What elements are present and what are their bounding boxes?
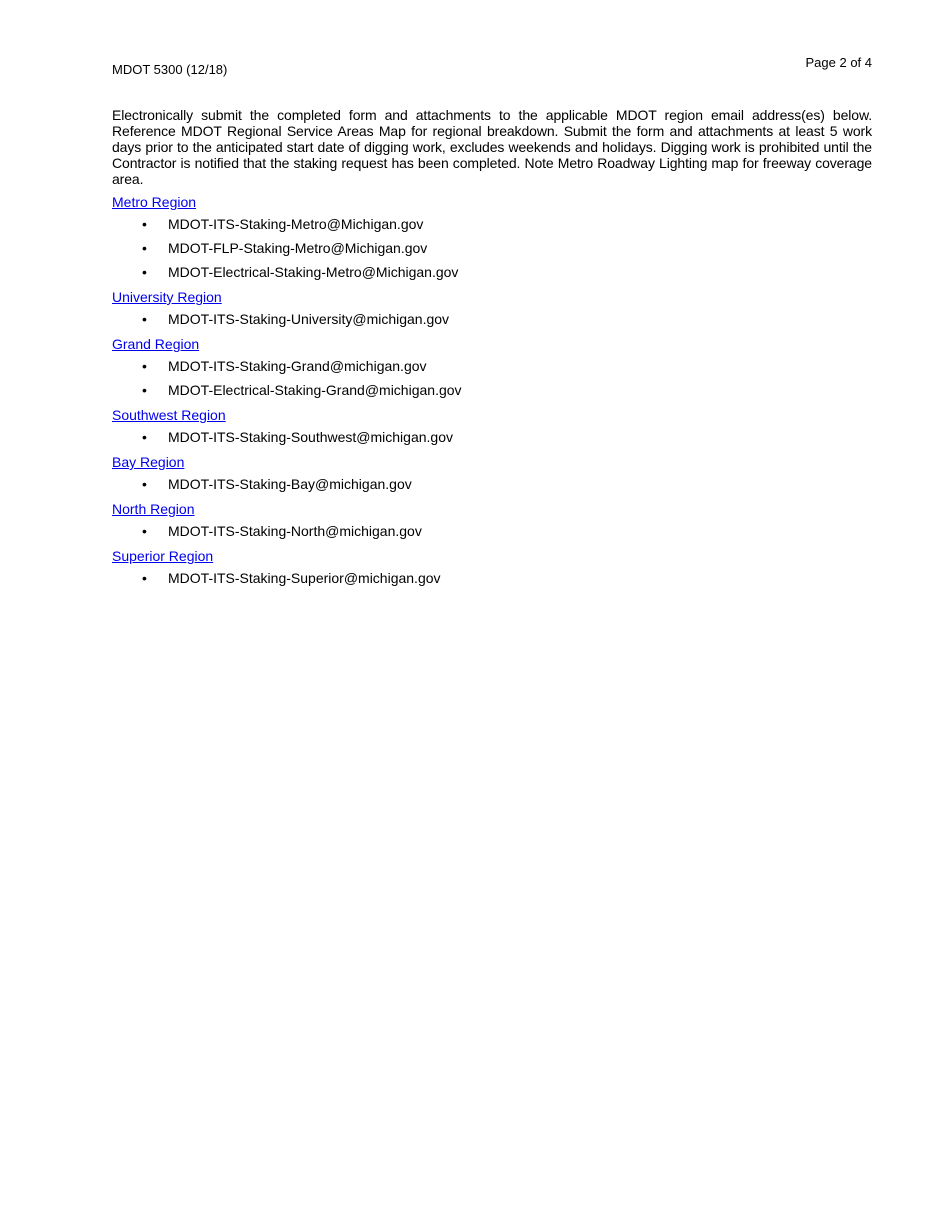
email-list (112, 428, 872, 452)
email-address: MDOT-ITS-Staking-Superior@michigan.gov (168, 570, 441, 586)
email-address: MDOT-ITS-Staking-University@michigan.gov (168, 311, 450, 327)
email-list-item (112, 475, 872, 499)
email-address: MDOT-Electrical-Staking-Metro@Michigan.gov (168, 264, 459, 280)
email-list (112, 357, 872, 405)
email-list-item (112, 569, 872, 593)
email-address: MDOT-FLP-Staking-Metro@Michigan.gov (168, 240, 428, 256)
bullet-icon: • (142, 570, 147, 586)
email-list (112, 569, 872, 593)
bullet-icon: • (142, 216, 147, 232)
region-list (112, 193, 872, 594)
email-address: MDOT-ITS-Staking-Southwest@michigan.gov (168, 429, 453, 445)
region-link[interactable]: Superior Region (112, 548, 214, 564)
email-address: MDOT-ITS-Staking-Bay@michigan.gov (168, 476, 412, 492)
email-list-item (112, 522, 872, 546)
bullet-icon: • (142, 264, 147, 280)
region-link[interactable]: North Region (112, 501, 195, 517)
email-address: MDOT-Electrical-Staking-Grand@michigan.gov (168, 382, 462, 398)
email-list-item (112, 381, 872, 405)
email-list (112, 310, 872, 334)
email-list-item (112, 357, 872, 381)
email-list-item (112, 215, 872, 239)
intro-paragraph: Electronically submit the completed form and attachments to the applicable MDOT region email address(es) below. Reference MDOT Regional Service Areas Map for regional breakdown. Submit the form and attachments at least 5 work days prior to the anticipated start date of digging work, excludes weekends and holidays. Digging work is prohibited until the Contractor is notified that the staking request has been completed. Note Metro Roadway Lighting map for freeway coverage area. (112, 107, 872, 187)
bullet-icon: • (142, 358, 147, 374)
email-list-item (112, 263, 872, 287)
region-link[interactable]: University Region (112, 289, 222, 305)
region-link[interactable]: Grand Region (112, 336, 200, 352)
bullet-icon: • (142, 429, 147, 445)
page-number: Page 2 of 4 (805, 55, 872, 70)
email-list (112, 215, 872, 287)
region-link[interactable]: Bay Region (112, 454, 185, 470)
email-address: MDOT-ITS-Staking-Grand@michigan.gov (168, 358, 427, 374)
bullet-icon: • (142, 382, 147, 398)
bullet-icon: • (142, 476, 147, 492)
bullet-icon: • (142, 523, 147, 539)
region-link[interactable]: Metro Region (112, 194, 197, 210)
email-address: MDOT-ITS-Staking-North@michigan.gov (168, 523, 422, 539)
form-id: MDOT 5300 (12/18) (112, 62, 228, 77)
email-address: MDOT-ITS-Staking-Metro@Michigan.gov (168, 216, 424, 232)
email-list-item (112, 310, 872, 334)
email-list-item (112, 239, 872, 263)
email-list-item (112, 428, 872, 452)
bullet-icon: • (142, 311, 147, 327)
bullet-icon: • (142, 240, 147, 256)
email-list (112, 475, 872, 499)
region-link[interactable]: Southwest Region (112, 407, 226, 423)
email-list (112, 522, 872, 546)
